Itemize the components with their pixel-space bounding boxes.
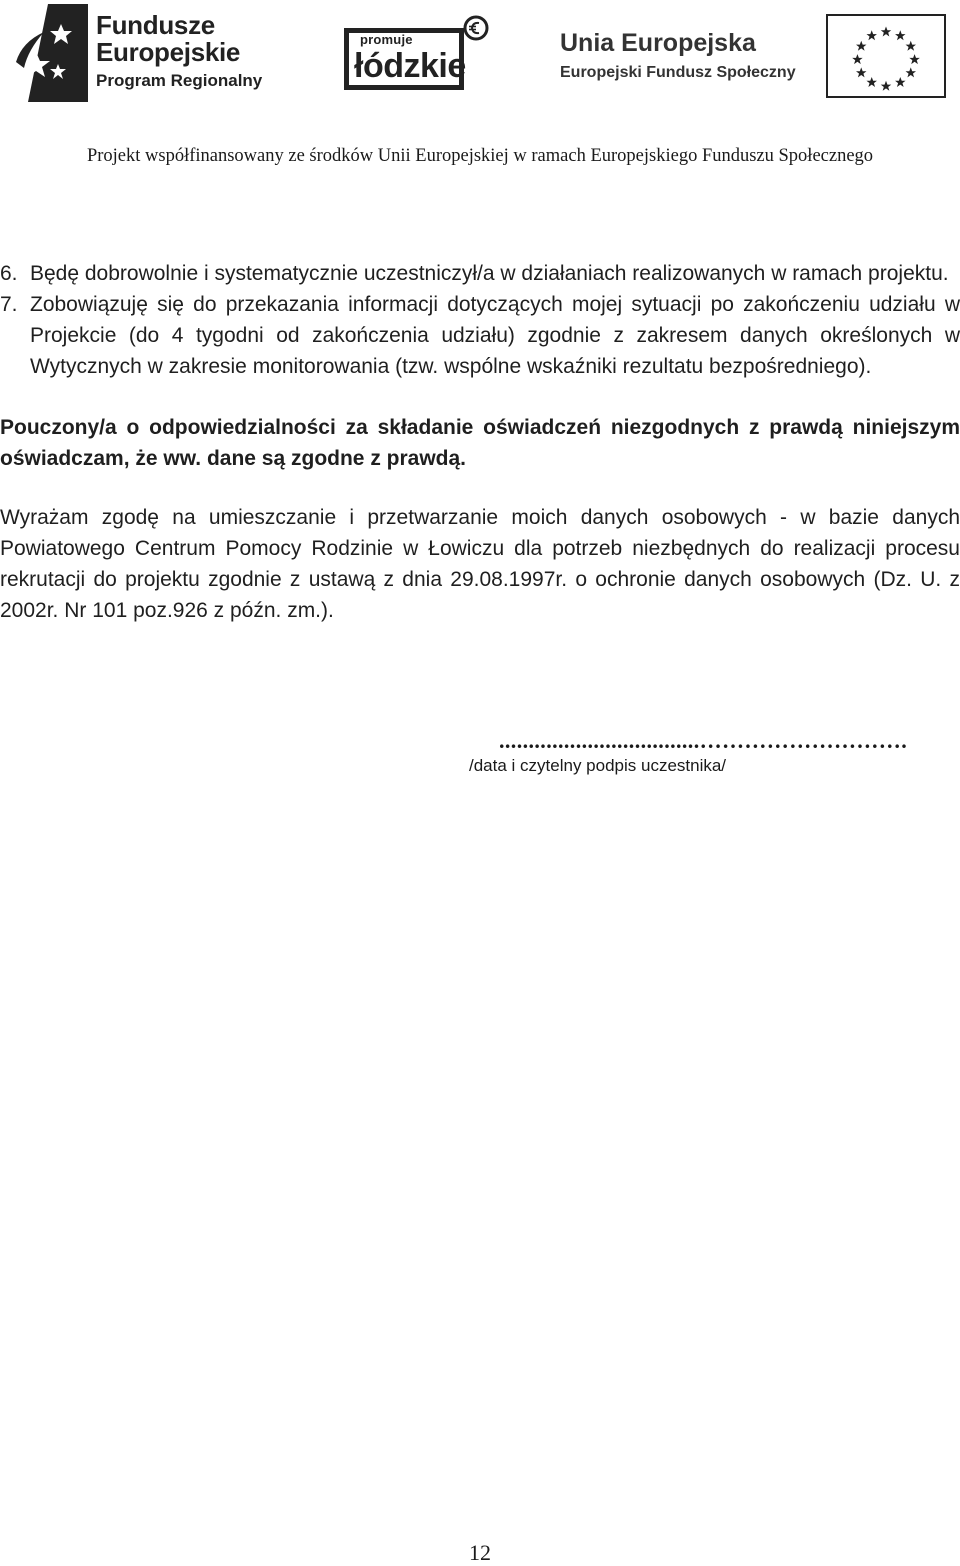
signature-block bbox=[469, 728, 939, 776]
ue-logo-line1: Unia Europejska bbox=[560, 29, 756, 57]
euro-coin-icon bbox=[462, 14, 490, 42]
page-number: 12 bbox=[469, 1540, 491, 1565]
list-item-number: 7. bbox=[0, 293, 18, 316]
list-item-number: 6. bbox=[0, 262, 18, 285]
list-item bbox=[0, 258, 960, 289]
ue-logo-line2: Europejski Fundusz Społeczny bbox=[560, 64, 796, 81]
fundusze-logo-line1: Fundusze bbox=[96, 10, 215, 40]
list-item-text: Będę dobrowolnie i systematycznie uczestniczył/a w działaniach realizowanych w ramach projektu. bbox=[30, 262, 949, 285]
data-consent-statement: Wyrażam zgodę na umieszczanie i przetwarzanie moich danych osobowych - w bazie danych Powiatowego Centrum Pomocy Rodzinie w Łowiczu dla potrzeb niezbędnych do realizacji procesu rekrutacji do projektu zgodnie z ustawą z dnia 29.08.1997r. o ochronie danych osobowych (Dz. U. z 2002r. Nr 101 poz.926 z późn. zm.). bbox=[0, 506, 960, 622]
signature-line: ..................................………………………. bbox=[499, 728, 908, 753]
fundusze-stars-icon bbox=[14, 2, 90, 104]
liability-statement: Pouczony/a o odpowiedzialności za składanie oświadczeń niezgodnych z prawdą niniejszym oświadczam, że ww. dane są zgodne z prawdą. bbox=[0, 416, 960, 470]
lodzkie-logo-small: promuje bbox=[360, 32, 413, 47]
fundusze-logo-line3: Program Regionalny bbox=[96, 71, 263, 90]
signature-label: /data i czytelny podpis uczestnika/ bbox=[469, 756, 727, 775]
list-item bbox=[0, 289, 960, 382]
unia-europejska-logo bbox=[560, 14, 948, 100]
logo-strip bbox=[0, 0, 960, 110]
lodzkie-logo bbox=[344, 14, 490, 96]
document-body bbox=[0, 258, 960, 626]
eu-flag-icon bbox=[826, 14, 946, 98]
fundusze-logo-line2: Europejskie bbox=[96, 37, 241, 67]
cofinance-statement: Projekt współfinansowany ze środków Unii Europejskiej w ramach Europejskiego Funduszu Społecznego bbox=[86, 146, 874, 166]
list-item-text: Zobowiązuję się do przekazania informacji dotyczących mojej sytuacji po zakończeniu udziału w Projekcie (do 4 tygodni od zakończenia udziału) zgodnie z zakresem danych określonych w Wytycznych w zakresie monitorowania (tzw. wspólne wskaźniki rezultatu bezpośredniego). bbox=[30, 293, 960, 378]
fundusze-europejskie-logo bbox=[14, 2, 274, 106]
lodzkie-logo-big: łódzkie bbox=[354, 47, 466, 85]
